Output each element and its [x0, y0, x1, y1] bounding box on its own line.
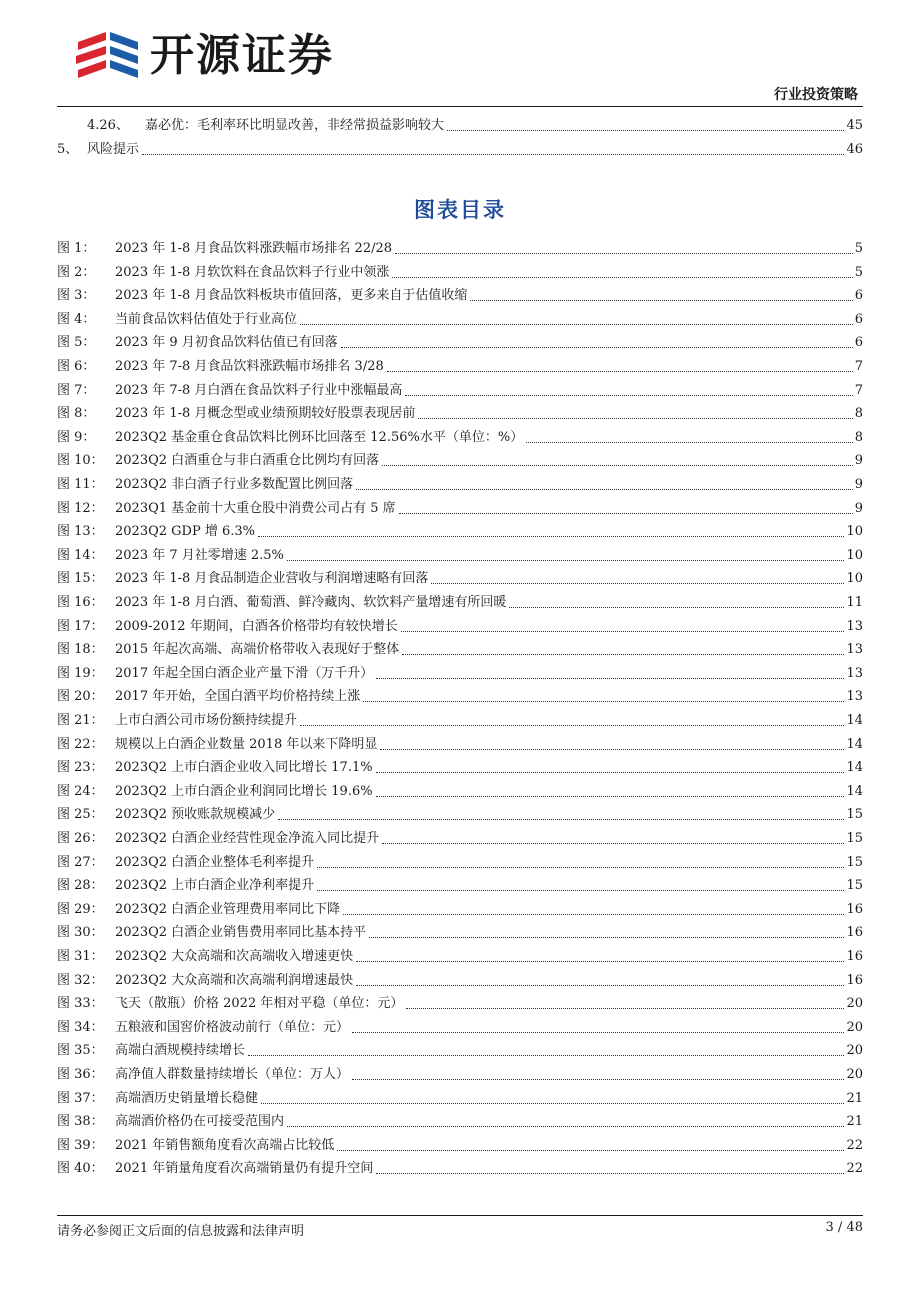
figure-entry-title: 2023 年 1-8 月概念型或业绩预期较好股票表现居前	[115, 406, 416, 422]
dot-leader	[401, 630, 845, 632]
figure-entry-number: 图 34：	[57, 1019, 104, 1035]
figure-entry-title: 2023Q2 上市白酒企业利润同比增长 19.6%	[115, 783, 373, 799]
dot-leader	[363, 700, 844, 702]
figure-entry-title: 上市白酒公司市场份额持续提升	[115, 713, 298, 728]
figure-entry-title: 高端白酒规模持续增长	[115, 1043, 246, 1059]
figure-entry-title: 2023Q2 白酒重仓与非白酒重仓比例均有回落	[115, 453, 380, 469]
figure-entry-title: 2023Q2 白酒企业销售费用率同比基本持平	[115, 925, 367, 941]
figure-entry-page: 21	[846, 1090, 863, 1106]
dot-leader	[287, 559, 845, 561]
figure-entry-title: 高净值人群数量持续增长（单位：万人）	[115, 1067, 350, 1082]
figure-entry[interactable]	[57, 472, 863, 494]
figure-entry[interactable]	[57, 566, 863, 588]
dot-leader	[470, 299, 852, 301]
figure-entry-number: 图 40：	[57, 1161, 104, 1177]
header-divider	[57, 106, 863, 107]
figure-entry-page: 8	[854, 429, 863, 445]
brand-logo-icon	[72, 28, 142, 84]
figure-entry-title: 五粮液和国窖价格波动前行（单位：元）	[115, 1019, 350, 1035]
dot-leader	[142, 153, 844, 155]
figure-entry[interactable]	[57, 378, 863, 400]
figure-entry-page: 20	[846, 996, 863, 1012]
figure-entry-title: 2023Q2 上市白酒企业收入同比增长 17.1%	[115, 760, 373, 776]
dot-leader	[447, 129, 844, 131]
figure-entry-title: 2009-2012 年期间，白酒各价格带均有较快增长	[115, 618, 398, 634]
dot-leader	[369, 936, 844, 938]
figure-entry[interactable]	[57, 307, 863, 329]
figure-entry-number: 图 35：	[57, 1043, 104, 1059]
figure-entry-page: 5	[854, 241, 863, 256]
figure-entry-page: 8	[854, 406, 863, 422]
dot-leader	[431, 582, 844, 584]
dot-leader	[380, 748, 844, 750]
figure-entry-page: 13	[846, 689, 863, 705]
figure-entry-title: 飞天（散瓶）价格 2022 年相对平稳（单位：元）	[115, 996, 404, 1012]
figure-entry-number: 图 1：	[57, 241, 96, 256]
toc-entry-number: 5、	[57, 142, 79, 157]
dot-leader	[406, 1007, 844, 1009]
figure-entry[interactable]	[57, 968, 863, 990]
figure-entry[interactable]	[57, 1086, 863, 1108]
dot-leader	[261, 1102, 844, 1104]
figure-entry-page: 7	[854, 359, 863, 374]
figure-entry-page: 13	[846, 618, 863, 634]
figure-entry-number: 图 12：	[57, 500, 104, 516]
dot-leader	[317, 889, 844, 891]
figure-entry-number: 图 8：	[57, 406, 96, 422]
figure-entry-number: 图 29：	[57, 901, 104, 917]
figure-entry-title: 2023Q2 非白酒子行业多数配置比例回落	[115, 477, 354, 492]
figure-entry-number: 图 28：	[57, 878, 104, 894]
figure-entry-number: 图 37：	[57, 1090, 104, 1106]
figure-entry-title: 2017 年开始，全国白酒平均价格持续上涨	[115, 689, 361, 705]
figure-list-title: 图表目录	[414, 197, 506, 222]
figure-entry-page: 14	[846, 760, 863, 776]
report-category: 行业投资策略	[774, 87, 858, 103]
figure-entry[interactable]	[57, 401, 863, 423]
figure-entry-title: 2023 年 7 月社零增速 2.5%	[115, 547, 284, 563]
figure-entry-page: 10	[846, 524, 863, 540]
figure-entry[interactable]	[57, 1015, 863, 1037]
figure-entry-page: 14	[846, 736, 863, 752]
figure-entry-page: 16	[846, 949, 863, 964]
figure-entry[interactable]	[57, 755, 863, 777]
dot-leader	[300, 724, 844, 726]
figure-entry-number: 图 6：	[57, 359, 96, 374]
figure-entry-title: 2021 年销量角度看次高端销量仍有提升空间	[115, 1161, 374, 1177]
figure-entry-title: 2017 年起全国白酒企业产量下滑（万千升）	[115, 665, 374, 681]
figure-entry-title: 规模以上白酒企业数量 2018 年以来下降明显	[115, 736, 378, 752]
figure-entry[interactable]	[57, 779, 863, 801]
figure-entry[interactable]	[57, 496, 863, 518]
figure-entry-title: 2023Q2 白酒企业管理费用率同比下降	[115, 901, 341, 917]
figure-entry-number: 图 3：	[57, 288, 96, 304]
figure-entry-number: 图 22：	[57, 736, 104, 752]
figure-entry-number: 图 31：	[57, 949, 104, 964]
figure-entry-title: 2023Q2 大众高端和次高端利润增速最快	[115, 972, 354, 988]
figure-entry-title: 2015 年起次高端、高端价格带收入表现好于整体	[115, 642, 400, 658]
figure-entry-number: 图 27：	[57, 854, 104, 870]
figure-entry-title: 2023Q1 基金前十大重仓股中消费公司占有 5 席	[115, 500, 396, 516]
dot-leader	[395, 252, 853, 254]
figure-entry-number: 图 17：	[57, 618, 104, 634]
page-number: 3 / 48	[825, 1220, 863, 1235]
figure-entry-number: 图 25：	[57, 807, 104, 823]
figure-entry[interactable]	[57, 873, 863, 895]
dot-leader	[382, 464, 853, 466]
figure-entry-page: 6	[854, 335, 863, 351]
dot-leader	[341, 346, 853, 348]
figure-entry-title: 2023Q2 白酒企业整体毛利率提升	[115, 854, 315, 870]
toc-entry-number: 4.26、	[87, 118, 129, 133]
figure-entry-page: 9	[854, 453, 863, 469]
dot-leader	[317, 866, 844, 868]
brand-name: 开源证券	[150, 30, 334, 81]
footer-divider	[57, 1215, 863, 1216]
figure-entry-number: 图 32：	[57, 972, 104, 988]
figure-entry[interactable]	[57, 543, 863, 565]
figure-entry-number: 图 19：	[57, 665, 104, 681]
dot-leader	[402, 653, 844, 655]
figure-entry-number: 图 10：	[57, 453, 104, 469]
dot-leader	[509, 606, 844, 608]
figure-entry[interactable]	[57, 802, 863, 824]
figure-entry-title: 当前食品饮料估值处于行业高位	[115, 311, 298, 327]
figure-entry-title: 高端酒历史销量增长稳健	[115, 1090, 259, 1106]
toc-entry-title: 嘉必优：毛利率环比明显改善，非经常损益影响较大	[145, 118, 445, 133]
figure-entry-page: 5	[854, 264, 863, 280]
dot-leader	[287, 1125, 844, 1127]
page-header	[0, 0, 920, 110]
dot-leader	[382, 842, 844, 844]
figure-entry-page: 10	[846, 547, 863, 563]
figure-entry-title: 2023 年 1-8 月食品饮料涨跌幅市场排名 22/28	[115, 241, 393, 256]
figure-entry-page: 15	[846, 807, 863, 823]
dot-leader	[526, 441, 853, 443]
figure-entry[interactable]	[57, 1062, 863, 1084]
figure-entry-title: 高端酒价格仍在可接受范围内	[115, 1114, 285, 1130]
figure-entry-page: 10	[846, 571, 863, 587]
dot-leader	[399, 512, 853, 514]
figure-entry-title: 2023Q2 白酒企业经营性现金净流入同比提升	[115, 831, 380, 846]
figure-entry[interactable]	[57, 260, 863, 282]
figure-entry-number: 图 4：	[57, 311, 96, 327]
figure-entry-page: 14	[846, 783, 863, 799]
figure-entry-number: 图 5：	[57, 335, 96, 351]
figure-entry-number: 图 36：	[57, 1067, 104, 1082]
figure-entry-title: 2023 年 1-8 月软饮料在食品饮料子行业中领涨	[115, 264, 390, 280]
dot-leader	[392, 276, 852, 278]
figure-entry[interactable]	[57, 590, 863, 612]
figure-entry-number: 图 30：	[57, 925, 104, 941]
figure-entry[interactable]	[57, 1156, 863, 1178]
figure-entry-page: 15	[846, 831, 863, 846]
dot-leader	[356, 488, 853, 490]
figure-entry-title: 2023Q2 预收账款规模减少	[115, 807, 276, 823]
figure-entry-page: 22	[846, 1161, 863, 1177]
figure-entry-page: 21	[846, 1114, 863, 1130]
figure-entry-page: 13	[846, 642, 863, 658]
figure-entry[interactable]	[57, 637, 863, 659]
figure-entry[interactable]	[57, 944, 863, 966]
toc-entry-title: 风险提示	[87, 142, 140, 157]
figure-entry-title: 2023Q2 上市白酒企业净利率提升	[115, 878, 315, 894]
figure-entry-page: 16	[846, 901, 863, 917]
figure-entry-number: 图 11：	[57, 477, 104, 492]
figure-entry-page: 16	[846, 972, 863, 988]
figure-entry-page: 9	[854, 477, 863, 492]
figure-entry-page: 22	[846, 1137, 863, 1153]
figure-entry[interactable]	[57, 661, 863, 683]
dot-leader	[376, 795, 845, 797]
toc-entry[interactable]	[57, 137, 863, 159]
figure-entry[interactable]	[57, 448, 863, 470]
figure-entry-number: 图 21：	[57, 713, 104, 728]
figure-entry-page: 11	[846, 595, 863, 610]
figure-entry-number: 图 2：	[57, 264, 96, 280]
figure-entry[interactable]	[57, 708, 863, 730]
figure-entry-title: 2023Q2 大众高端和次高端收入增速更快	[115, 949, 354, 964]
figure-entry-number: 图 14：	[57, 547, 104, 563]
figure-entry-page: 20	[846, 1043, 863, 1059]
figure-entry[interactable]	[57, 425, 863, 447]
figure-entry-title: 2023Q2 基金重仓食品饮料比例环比回落至 12.56%水平（单位：%）	[115, 429, 524, 445]
dot-leader	[418, 417, 852, 419]
figure-entry[interactable]	[57, 1133, 863, 1155]
dot-leader	[356, 960, 844, 962]
dot-leader	[352, 1031, 844, 1033]
figure-entry[interactable]	[57, 283, 863, 305]
toc-entry-page: 45	[846, 118, 863, 133]
figure-entry-page: 6	[854, 311, 863, 327]
dot-leader	[343, 913, 844, 915]
figure-entry-title: 2023 年 7-8 月白酒在食品饮料子行业中涨幅最高	[115, 382, 403, 398]
figure-entry-number: 图 16：	[57, 595, 104, 610]
figure-entry-number: 图 38：	[57, 1114, 104, 1130]
dot-leader	[337, 1149, 844, 1151]
dot-leader	[376, 1172, 844, 1174]
figure-entry-title: 2023 年 7-8 月食品饮料涨跌幅市场排名 3/28	[115, 359, 384, 374]
figure-entry-number: 图 13：	[57, 524, 104, 540]
figure-entry-title: 2023 年 1-8 月白酒、葡萄酒、鲜冷藏肉、软饮料产量增速有所回暖	[115, 595, 507, 610]
dot-leader	[387, 370, 853, 372]
figure-entry[interactable]	[57, 1109, 863, 1131]
figure-entry[interactable]	[57, 897, 863, 919]
figure-entry[interactable]	[57, 684, 863, 706]
figure-entry-title: 2021 年销售额角度看次高端占比较低	[115, 1137, 335, 1153]
figure-entry[interactable]	[57, 614, 863, 636]
figure-entry[interactable]	[57, 732, 863, 754]
figure-entry-page: 15	[846, 854, 863, 870]
figure-entry-number: 图 26：	[57, 831, 104, 846]
dot-leader	[278, 818, 844, 820]
figure-entry-page: 16	[846, 925, 863, 941]
figure-entry[interactable]	[57, 1038, 863, 1060]
dot-leader	[405, 394, 852, 396]
figure-entry-number: 图 39：	[57, 1137, 104, 1153]
figure-entry[interactable]	[57, 920, 863, 942]
figure-entry[interactable]	[57, 826, 863, 848]
figure-entry-number: 图 33：	[57, 996, 104, 1012]
figure-entry-title: 2023 年 1-8 月食品饮料板块市值回落，更多来自于估值收缩	[115, 288, 468, 304]
figure-entry-page: 9	[854, 500, 863, 516]
figure-entry-page: 20	[846, 1019, 863, 1035]
figure-entry[interactable]	[57, 354, 863, 376]
figure-entry[interactable]	[57, 236, 863, 258]
dot-leader	[376, 677, 844, 679]
figure-entry-number: 图 20：	[57, 689, 104, 705]
figure-entry-number: 图 15：	[57, 571, 104, 587]
figure-entry-number: 图 23：	[57, 760, 104, 776]
figure-entry-page: 15	[846, 878, 863, 894]
figure-entry[interactable]	[57, 991, 863, 1013]
figure-entry[interactable]	[57, 850, 863, 872]
figure-entry-page: 7	[854, 382, 863, 398]
figure-entry-number: 图 24：	[57, 783, 104, 799]
dot-leader	[376, 771, 845, 773]
figure-entry[interactable]	[57, 330, 863, 352]
toc-entry[interactable]	[57, 113, 863, 135]
figure-entry-page: 14	[846, 713, 863, 728]
figure-entry[interactable]	[57, 519, 863, 541]
figure-entry-page: 6	[854, 288, 863, 304]
figure-entry-title: 2023 年 1-8 月食品制造企业营收与利润增速略有回落	[115, 571, 429, 587]
figure-entry-page: 20	[846, 1067, 863, 1082]
dot-leader	[258, 535, 844, 537]
figure-entry-title: 2023 年 9 月初食品饮料估值已有回落	[115, 335, 338, 351]
figure-entry-page: 13	[846, 665, 863, 681]
dot-leader	[300, 323, 853, 325]
figure-entry-number: 图 18：	[57, 642, 104, 658]
dot-leader	[356, 984, 844, 986]
dot-leader	[352, 1078, 844, 1080]
dot-leader	[248, 1054, 844, 1056]
toc-entry-page: 46	[846, 142, 863, 157]
figure-entry-number: 图 9：	[57, 429, 96, 445]
footer-disclaimer: 请务必参阅正文后面的信息披露和法律声明	[57, 1224, 305, 1239]
figure-entry-title: 2023Q2 GDP 增 6.3%	[115, 524, 255, 540]
figure-entry-number: 图 7：	[57, 382, 96, 398]
